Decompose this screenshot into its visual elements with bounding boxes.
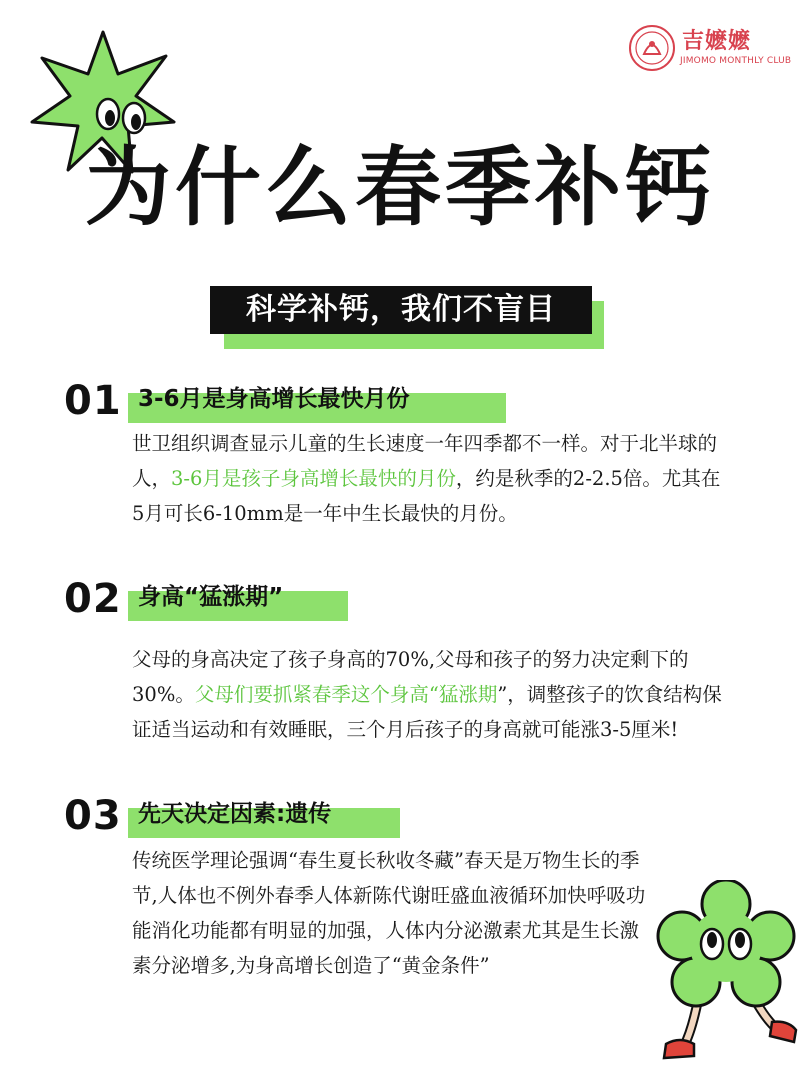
section-title: 先天决定因素:遗传	[138, 801, 332, 827]
paragraph-text: ”，调整孩子的饮食结构保证适当运动和有效睡眠，三个月后孩子的身高就可能涨3-5厘米!	[132, 683, 722, 741]
section-paragraph: 传统医学理论强调“春生夏长秋收冬藏”春天是万物生长的季节,人体也不例外春季人体新陈代谢旺盛血液循环加快呼吸功能消化功能都有明显的加强，人体内分泌激素尤其是生长激素分泌增多,为身高增长创造了“黄金条件”	[132, 849, 646, 977]
section-number: 01	[64, 378, 122, 424]
subtitle-banner: 科学补钙，我们不盲目	[210, 286, 592, 334]
page-title: 为什么春季补钙	[85, 138, 715, 238]
paragraph-text: ，约是秋季的2-2.5倍。尤其在5月可长6-10mm是一年中生长最快的月份。	[132, 467, 721, 525]
paragraph-text: 世卫组织调查显示儿童的生长速度一年四季都不一样。对于北半球的人，	[132, 432, 718, 490]
section-number: 03	[64, 793, 122, 839]
green-flower-mascot-icon	[654, 880, 800, 1066]
paragraph-text: 父母的身高决定了孩子身高的70%,父母和孩子的努力决定剩下的30%。	[132, 648, 689, 706]
section-title: 身高“猛涨期”	[138, 584, 284, 610]
section-number: 02	[64, 576, 122, 622]
brand-badge-icon	[628, 24, 676, 72]
brand-name-cn: 吉嬷嬷	[682, 29, 752, 54]
section-paragraph	[132, 426, 732, 531]
brand-name-en: JIMOMO MONTHLY CLUB	[680, 56, 792, 66]
brand-logo	[628, 24, 792, 72]
paragraph-highlight: 父母们要抓紧春季这个身高“猛涨期	[194, 683, 498, 706]
section-title: 3-6月是身高增长最快月份	[138, 386, 410, 412]
paragraph-highlight: 3-6月是孩子身高增长最快的月份	[171, 467, 456, 490]
section-paragraph	[132, 642, 732, 747]
